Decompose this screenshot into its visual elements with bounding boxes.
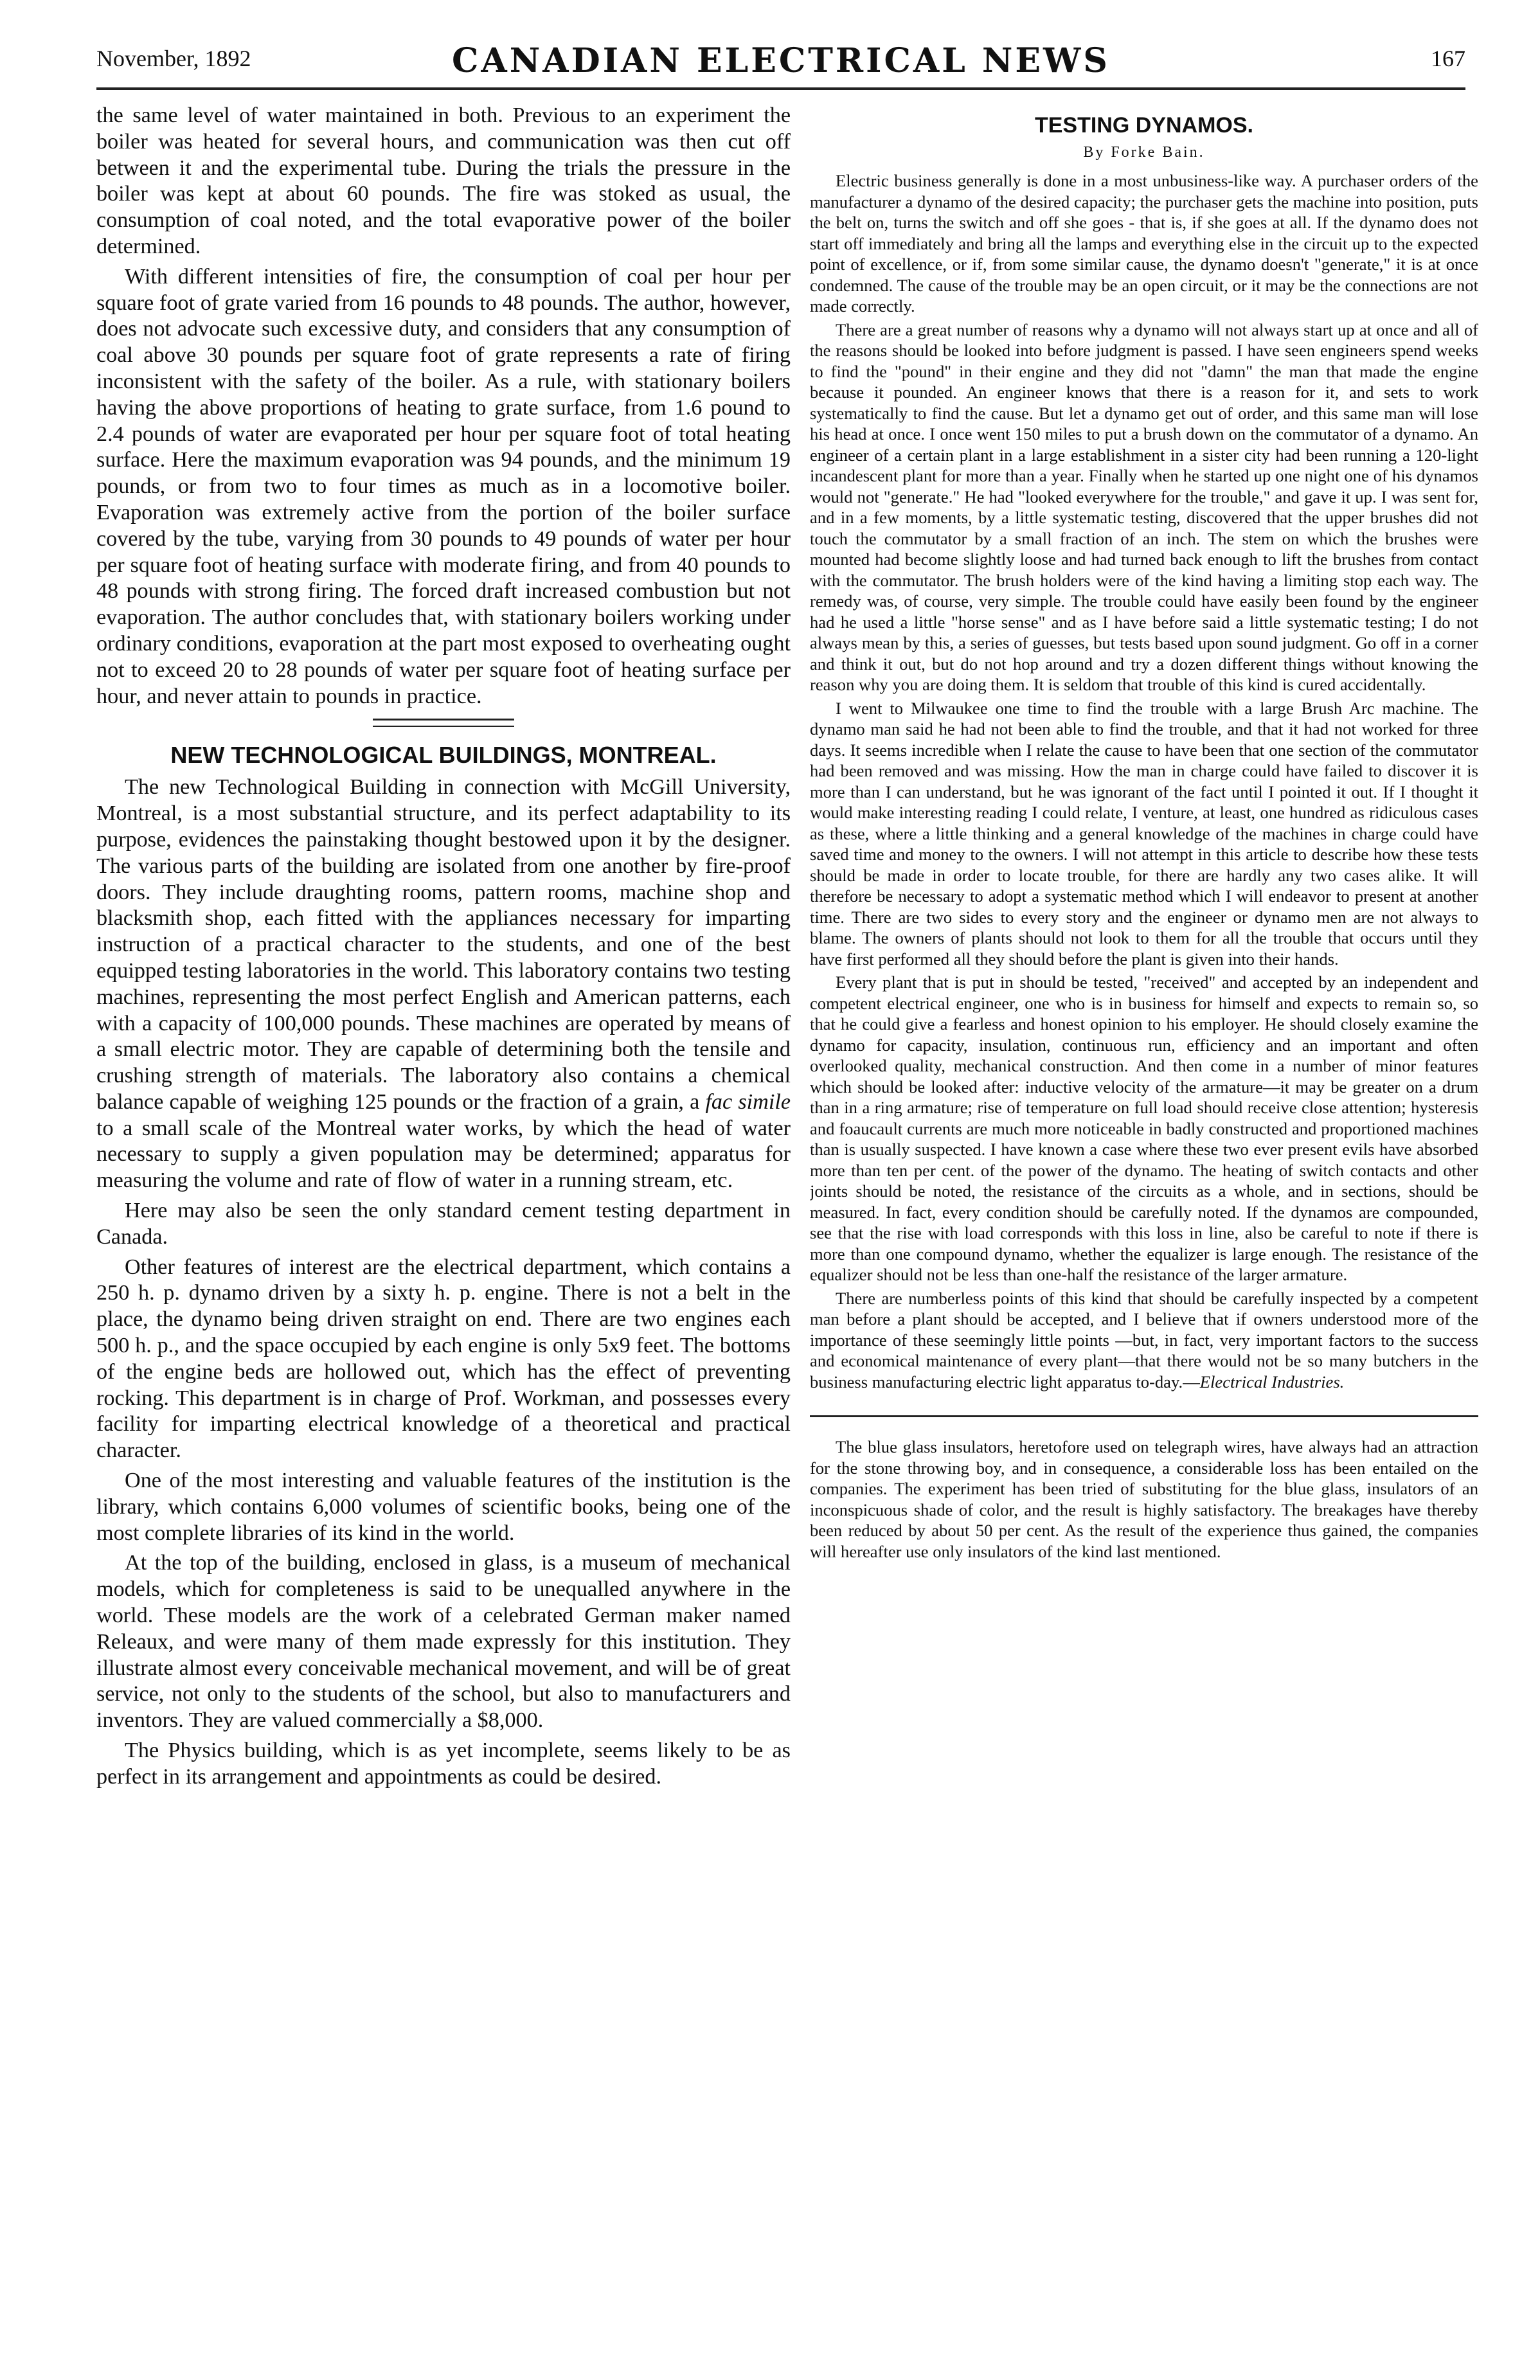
issue-date: November, 1892 [96, 46, 251, 71]
article-paragraph [810, 1288, 1478, 1393]
article-paragraph: Other features of interest are the electrical department, which contains a 250 h. p. dynamo driven by a sixty h. p. engine. There is not a belt in the place, the dynamo being driven straight on end. There are two engines each 500 h. p., and the space occupied by each engine is only 5x9 feet. The bottoms of the engine beds are hollowed out, which has the effect of preventing rocking. This department is in charge of Prof. Workman, and possesses every facility for imparting electrical knowledge of a theoretical and practical character. [96, 1255, 791, 1463]
publication-title: CANADIAN ELECTRICAL NEWS [452, 41, 1110, 80]
article-paragraph: There are a great number of reasons why a dynamo will not always start up at once and all of the reasons should be looked into before judgment is passed. I have seen engineers spend weeks to find the "pound" in their engine and they did not "damn" the man that made the engine because it pounded. An engineer knows that there is a reason for it, and sets to work systematically to find the cause. But let a dynamo get out of order, and this same man will lose his head at once. I once went 150 miles to put a brush down on the commutator of a dynamo. An engineer of a certain plant in a large establishment in a sister city had been running a 120-light incandescent plant for more than a year. Finally when he started up one night one of his dynamos would not "generate." He had "looked everywhere for the trouble," and gave it up. I was sent for, and in a few moments, by a little systematic testing, discovered that the upper brushes did not touch the commutator by a small fraction of an inch. The stem on which the brushes were mounted had become slightly loose and had turned back enough to lift the brushes from contact with the commutator. The brush holders were of the kind having a limiting stop each way. The remedy was, of course, very simple. The trouble could have easily been found by the engineer had he used a little "horse sense" and as I have before said a little systematic testing; I do not always mean by this, a series of guesses, but tests based upon sound judgment. Go off in a corner and think it out, but do not hop around and try a dozen different things without knowing the reason why you are doing them. It is seldom that trouble of this kind is cured accidentally. [810, 319, 1478, 694]
section-divider [373, 719, 514, 727]
right-column [810, 103, 1478, 2365]
paragraph-text: to a small scale of the Montreal water works, by which the head of water necessary to supply a given population may be determined; apparatus for measuring the volume and rate of flow of water in a running stream, etc. [96, 1116, 791, 1193]
article-paragraph: Here may also be seen the only standard cement testing department in Canada. [96, 1199, 791, 1249]
article-heading-testing-dynamos: TESTING DYNAMOS. [1034, 113, 1254, 138]
source-credit: Electrical Industries. [1199, 1372, 1345, 1391]
article-paragraph: Every plant that is put in should be tested, "received" and accepted by an independent and competent electrical engineer, one who is in business for himself and expects to remain so, so that he could give a fearless and honest opinion to his employer. He should closely examine the dynamo for capacity, insulation, continuous run, efficiency and an important and often overlooked quality, mechanical construction. And then come in a number of minor features which should be looked after: inductive velocity of the armature—it may be greater on a drum than in a ring armature; rise of temperature on full load should receive close attention; hysteresis and foaucault currents are much more noticeable in badly constructed and proportioned machines than is usually suspected. I have known a case where these two ever present evils have absorbed more than ten per cent. of the power of the dynamo. The heating of switch contacts and other joints should be noted, the resistance of the circuits as a whole, and in sections, should be measured. In fact, every condition should be carefully noted. If the dynamos are compounded, see that the rise with load corresponds with this loss in line, also be careful to note if there is more than one compound dynamo, whether the equalizer is large enough. The resistance of the equalizer should not be less than one-half the resistance of the larger armature. [810, 972, 1478, 1284]
paragraph-text: There are numberless points of this kind that should be carefully inspected by a competent man before a plant should be accepted, and I believe that if owners understood more of the importance of these seemingly little points —but, in fact, very important factors to the success and economical maintenance of every plant—that there would not be so many butchers in the business manufacturing electric light apparatus to-day.— [810, 1288, 1478, 1391]
article-paragraph: One of the most interesting and valuable features of the institution is the library, which contains 6,000 volumes of scientific books, being one of the most complete libraries of its kind in the world. [96, 1469, 791, 1545]
article-paragraph [96, 774, 791, 1194]
note-paragraph: The blue glass insulators, heretofore used on telegraph wires, have always had an attraction for the stone throwing boy, and in consequence, a considerable loss has been entailed on the companies. The experiment has been tried of substituting for the blue glass, insulators of an inconspicuous shade of color, and the result is highly satisfactory. The breakages have thereby been reduced by about 50 per cent. As the result of the experience thus gained, the companies will hereafter use only insulators of the kind last mentioned. [810, 1437, 1478, 1561]
article-paragraph: The Physics building, which is as yet incomplete, seems likely to be as perfect in its arrangement and appointments as could be desired. [96, 1739, 791, 1789]
left-column [96, 103, 791, 2365]
paragraph-text: The new Technological Building in connection with McGill University, Montreal, is a most substantial structure, and its perfect adaptability to its purpose, evidences the painstaking thought bestowed upon it by the designer. The various parts of the building are isolated from one another by fire-proof doors. They include draughting rooms, pattern rooms, machine shop and blacksmith shop, each fitted with the appliances necessary for imparting instruction of a practical character to the students, and one of the best equipped testing laboratories in the world. This laboratory contains two testing machines, representing the most perfect English and American patterns, each with a capacity of 100,000 pounds. These machines are operated by means of a small electric motor. They are capable of determining both the tensile and crushing strength of materials. The laboratory also contains a chemical balance capable of weighing 125 pounds or the fraction of a grain, a [96, 775, 791, 1114]
section-divider [810, 1415, 1478, 1417]
italic-phrase: fac simile [705, 1089, 791, 1114]
page-header [96, 19, 1465, 90]
page-number: 167 [1431, 46, 1465, 71]
article-paragraph: I went to Milwaukee one time to find the trouble with a large Brush Arc machine. The dynamo man said he had not been able to find the trouble, and that it had not worked for three days. It seems incredible when I relate the cause to have been that one section of the commutator had been removed and was missing. How the man in charge could have failed to discover it is more than I can understand, but he was ignorant of the fact until I pointed it out. If I thought it would make interesting reading I could relate, I venture, at least, one hundred as ridiculous cases as these, where a little thinking and a general knowledge of the machines in charge could have saved time and money to the owners. I will not attempt in this article to describe how these tests should be made in order to locate trouble, for there are hardly any two cases alike. It will therefore be necessary to adopt a systematic method which I will endeavor to present at another time. There are two sides to every story and the engineer or dynamo men are not always to blame. The owners of plants should not look to them for all the trouble that occurs until they have first performed all they should before the plant is given into their hands. [810, 698, 1478, 969]
article-paragraph: At the top of the building, enclosed in glass, is a museum of mechanical models, which for completeness is said to be unequalled anywhere in the world. These models are the work of a celebrated German maker named Releaux, and were many of them made expressly for this institution. They illustrate almost every conceivable mechanical movement, and will be of great service, not only to the students of the school, but also to manufacturers and inventors. They are valued commercially a $8,000. [96, 1551, 791, 1733]
article-paragraph: Electric business generally is done in a most unbusiness-like way. A purchaser orders of the manufacturer a dynamo of the desired capacity; the purchaser gets the machine into position, puts the belt on, turns the switch and off she goes - that is, if she goes at all. If the dynamo does not start off immediately and bring all the lamps and everything else in the circuit up to the expected point of excellence, or if, from some similar cause, the dynamo doesn't "generate," it is at once condemned. The cause of the trouble may be an open circuit, or it may be the connections are not made correctly. [810, 171, 1478, 316]
byline: By Forke Bain. [1083, 144, 1205, 161]
continued-paragraph: With different intensities of fire, the consumption of coal per hour per square foot of grate varied from 16 pounds to 48 pounds. The author, however, does not advocate such excessive duty, and considers that any consumption of coal above 30 pounds per square foot of grate represents a rate of firing inconsistent with the safety of the boiler. As a rule, with stationary boilers having the above proportions of heating to grate surface, from 1.6 pound to 2.4 pounds of water are evaporated per hour per square foot of total heating surface. Here the maximum evaporation was 94 pounds, and the minimum 19 pounds, or from two to four times as much as in a locomotive boiler. Evaporation was extremely active from the portion of the boiler surface covered by the tube, varying from 30 pounds to 49 pounds of water per hour per square foot of heating surface with moderate firing, and from 40 pounds to 48 pounds with strong firing. The forced draft increased combustion but not evaporation. The author concludes that, with stationary boilers working under ordinary conditions, evaporation at the part most exposed to overheating ought not to exceed 20 to 28 pounds of water per square foot of heating surface per hour, and never attain to pounds in practice. [96, 264, 791, 708]
continued-paragraph: the same level of water maintained in both. Previous to an experiment the boiler was heated for several hours, and communication was then cut off between it and the experimental tube. During the trials the pressure in the boiler was kept at about 60 pounds. The fire was stoked as usual, the consumption of coal noted, and the total evaporative power of the boiler determined. [96, 103, 791, 258]
article-heading-technological-buildings: NEW TECHNOLOGICAL BUILDINGS, MONTREAL. [170, 742, 717, 769]
